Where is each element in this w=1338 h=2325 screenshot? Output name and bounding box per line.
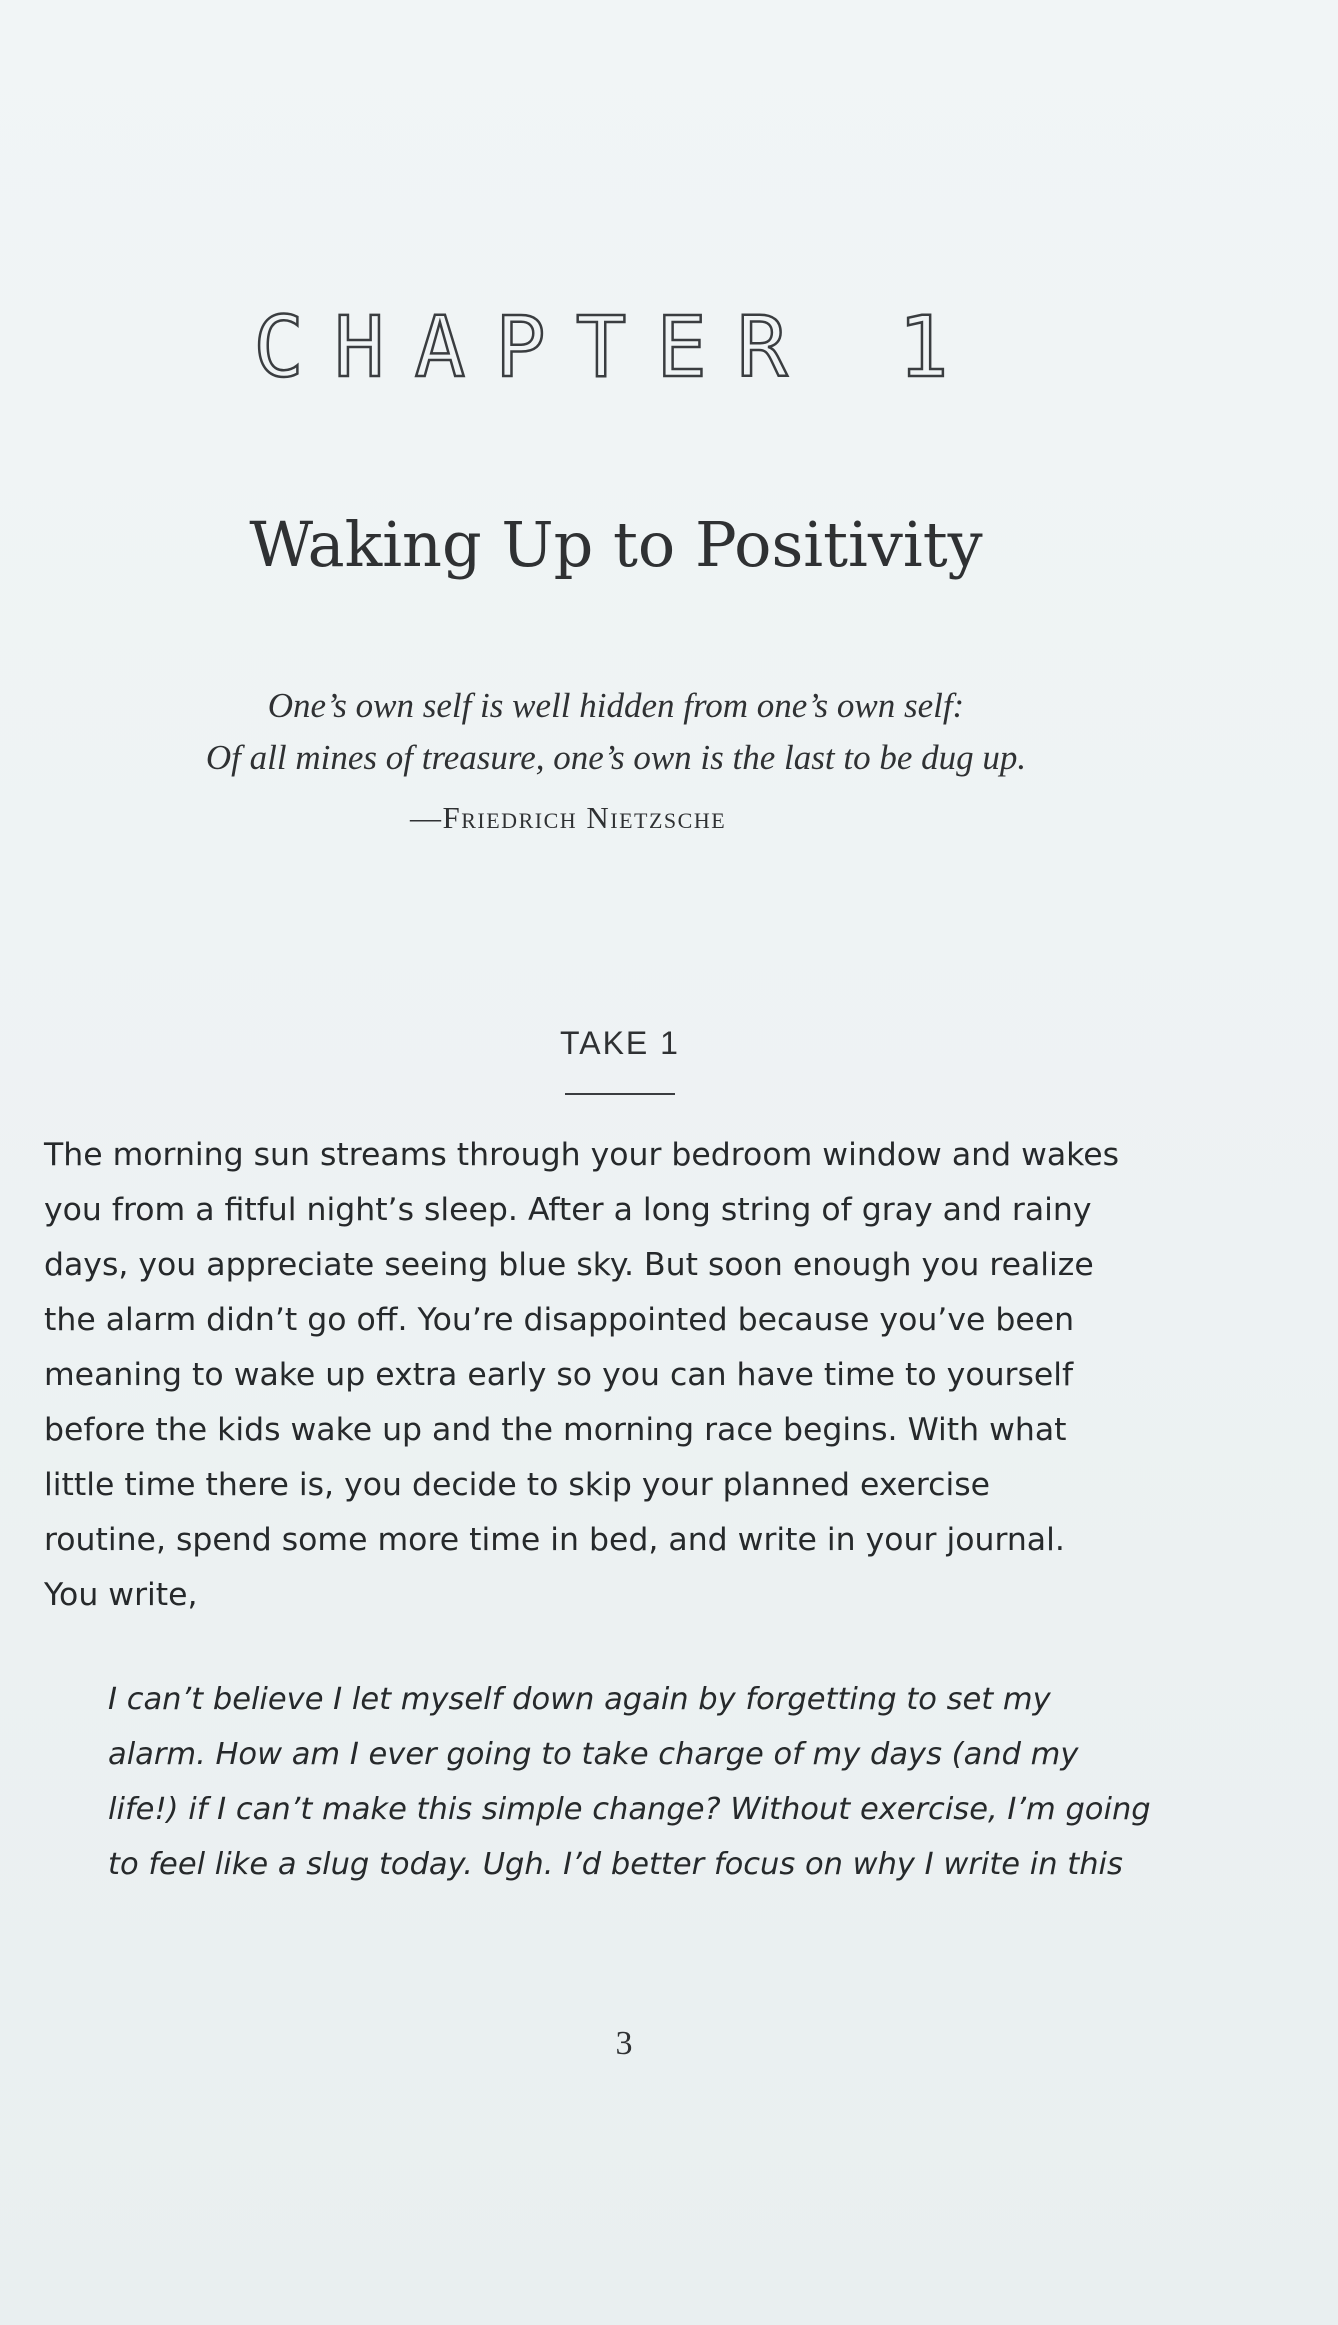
- body-line: little time there is, you decide to skip your planned exercise: [44, 1467, 991, 1503]
- epigraph-line: Of all mines of treasure, one’s own is the last to be dug up.: [205, 738, 1027, 777]
- section-divider: [565, 1093, 675, 1095]
- body-line: routine, spend some more time in bed, and write in your journal.: [44, 1522, 1065, 1558]
- epigraph-line: One’s own self is well hidden from one’s own self:: [267, 686, 965, 725]
- journal-line: life!) if I can’t make this simple change? Without exercise, I’m going: [108, 1792, 1151, 1827]
- journal-line: to feel like a slug today. Ugh. I’d better focus on why I write in this: [108, 1847, 1123, 1882]
- section-heading: TAKE 1: [560, 1025, 680, 1061]
- journal-line: I can’t believe I let myself down again by forgetting to set my: [108, 1682, 1051, 1717]
- body-line: The morning sun streams through your bedroom window and wakes: [44, 1137, 1120, 1173]
- epigraph-attribution: —Friedrich Nietzsche: [410, 800, 727, 835]
- body-line: days, you appreciate seeing blue sky. But soon enough you realize: [44, 1247, 1094, 1283]
- body-line: You write,: [44, 1577, 198, 1613]
- epigraph: [0, 680, 1232, 784]
- body-line: the alarm didn’t go off. You’re disappointed because you’ve been: [44, 1302, 1075, 1338]
- body-line: you from a fitful night’s sleep. After a long string of gray and rainy: [44, 1192, 1092, 1228]
- journal-line: alarm. How am I ever going to take charge of my days (and my: [108, 1737, 1079, 1772]
- page-number: 3: [615, 2025, 633, 2062]
- journal-excerpt: [108, 1672, 1208, 1892]
- body-paragraph: [44, 1128, 1244, 1623]
- body-line: meaning to wake up extra early so you can have time to yourself: [44, 1357, 1074, 1393]
- chapter-label: CHAPTER 1: [253, 298, 979, 396]
- chapter-title: Waking Up to Positivity: [249, 508, 983, 581]
- body-line: before the kids wake up and the morning race begins. With what: [44, 1412, 1067, 1448]
